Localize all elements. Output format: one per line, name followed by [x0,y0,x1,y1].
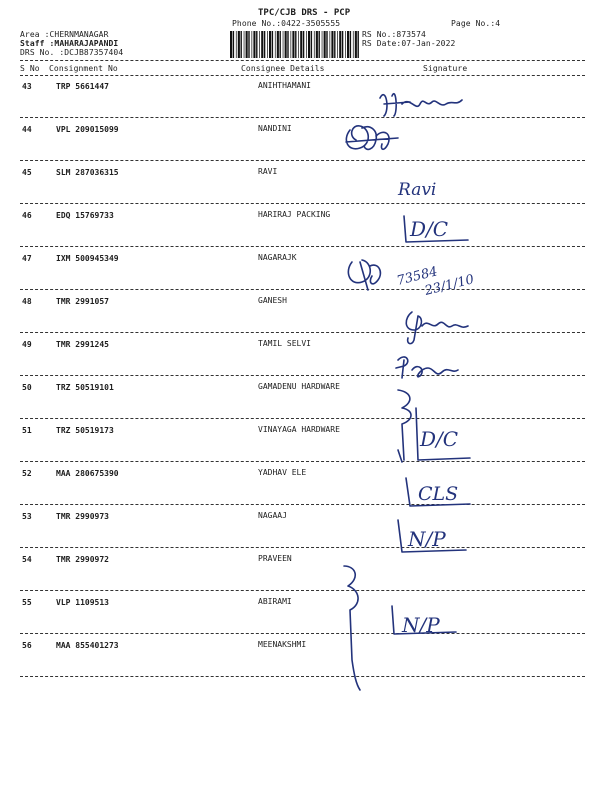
row-divider [20,289,585,290]
row-consignee: YADHAV ELE [258,468,307,477]
barcode-bar [272,31,273,58]
barcode-bar [252,31,253,58]
svg-text:N/P: N/P [408,527,446,551]
barcode-bar [353,31,354,58]
row-consignment-no: MAA 280675390 [56,469,119,478]
svg-text:D/C: D/C [420,427,459,451]
barcode-bar [300,31,302,58]
barcode-bar [230,31,232,58]
barcode-bar [253,31,255,58]
row-sno: 55 [22,598,32,607]
row-sno: 46 [22,211,32,220]
area-field: Area :CHERNMANAGAR [20,30,109,39]
row-divider [20,375,585,376]
barcode-bar [246,31,248,58]
row-consignment-no: VPL 209015099 [56,125,119,134]
row-sno: 54 [22,555,32,564]
row-sno: 44 [22,125,32,134]
row-divider [20,418,585,419]
row-sno: 52 [22,469,32,478]
barcode-bar [326,31,327,58]
signature-row-48 [406,312,468,344]
row-consignee: TAMIL SELVI [258,339,311,348]
barcode-bar [280,31,281,58]
row-consignment-no: SLM 287036315 [56,168,119,177]
barcode-bar [277,31,279,58]
row-divider [20,547,585,548]
row-divider [20,117,585,118]
phone-number: Phone No.:0422-3505555 [232,19,341,28]
barcode-bar [269,31,271,58]
barcode-bar [248,31,249,58]
row-consignment-no: TMR 2990973 [56,512,109,521]
row-consignee: GAMADENU HARDWARE [258,382,340,391]
header-divider-top [20,60,585,61]
barcode-bar [292,31,294,58]
svg-text:23/1/10: 23/1/10 [423,272,476,299]
barcode-bar [259,31,260,58]
rs-date: RS Date:07-Jan-2022 [362,39,456,48]
row-divider [20,203,585,204]
row-consignment-no: VLP 1109513 [56,598,109,607]
staff-field: Staff :MAHARAJAPANDI [20,39,119,48]
row-sno: 56 [22,641,32,650]
row-consignment-no: TRZ 50519173 [56,426,114,435]
signature-row-44 [346,126,398,150]
barcode-bar [287,31,288,58]
column-header-sno: S No [20,64,40,73]
row-sno: 49 [22,340,32,349]
barcode-bar [264,31,265,58]
barcode-bar [319,31,320,58]
row-consignment-no: TMR 2991245 [56,340,109,349]
row-consignee: ABIRAMI [258,597,292,606]
barcode-bar [306,31,307,58]
barcode-bar [350,31,351,58]
rs-number: RS No.:873574 [362,30,426,39]
signature-row-47 [348,260,475,299]
row-sno: 43 [22,82,32,91]
barcode-bar [238,31,240,58]
svg-text:D/C: D/C [410,217,449,241]
barcode-bar [298,31,299,58]
barcode-bar [324,31,326,58]
row-consignee: NANDINI [258,124,292,133]
row-divider [20,633,585,634]
column-header-consignment: Consignment No [49,64,118,73]
row-consignee: ANIHTHAMANI [258,81,311,90]
barcode-bar [291,31,292,58]
drs-number: DRS No. :DCJB87357404 [20,48,124,57]
barcode-bar [233,31,234,58]
row-consignee: PRAVEEN [258,554,292,563]
signature-row-46 [404,216,468,242]
barcode-bar [275,31,276,58]
barcode-bar [241,31,242,58]
row-consignment-no: TMR 2990972 [56,555,109,564]
barcode-bar [342,31,343,58]
barcode-bar [314,31,315,58]
signature-row-43 [380,94,462,116]
barcode-bar [267,31,268,58]
row-consignee: MEENAKSHMI [258,640,307,649]
row-sno: 50 [22,383,32,392]
row-consignee: NAGAAJ [258,511,287,520]
row-divider [20,676,585,677]
barcode-bar [322,31,323,58]
row-consignee: RAVI [258,167,278,176]
row-consignment-no: TRP 5661447 [56,82,109,91]
row-sno: 45 [22,168,32,177]
row-divider [20,590,585,591]
barcode-bar [283,31,284,58]
barcode-bar [261,31,263,58]
row-consignee: GANESH [258,296,287,305]
row-divider [20,461,585,462]
signature-row-52 [406,478,470,506]
signature-row-54-56 [344,566,360,690]
barcode-bar [308,31,310,58]
column-header-consignee: Consignee Details [241,64,325,73]
row-sno: 48 [22,297,32,306]
svg-text:N/P: N/P [402,613,440,637]
row-consignee: VINAYAGA HARDWARE [258,425,340,434]
barcode-bar [236,31,237,58]
row-consignment-no: EDQ 15769733 [56,211,114,220]
barcode-bar [285,31,287,58]
signature-row-45: Ravi [398,180,437,200]
barcode-bar [331,31,333,58]
row-sno: 53 [22,512,32,521]
signature-row-50-51 [398,390,470,462]
barcode-bar [295,31,296,58]
barcode-bar [311,31,312,58]
barcode-bar [303,31,304,58]
svg-text:73584: 73584 [395,264,440,289]
barcode-bar [256,31,257,58]
row-consignment-no: TRZ 50519101 [56,383,114,392]
row-divider [20,332,585,333]
barcode [230,31,362,58]
row-consignment-no: MAA 855401273 [56,641,119,650]
barcode-bar [316,31,318,58]
header-divider-bottom [20,75,585,76]
row-sno: 47 [22,254,32,263]
svg-text:CLS: CLS [418,483,459,505]
row-consignee: HARIRAJ PACKING [258,210,331,219]
barcode-bar [355,31,357,58]
row-divider [20,246,585,247]
row-divider [20,504,585,505]
barcode-bar [330,31,331,58]
row-consignment-no: TMR 2991057 [56,297,109,306]
barcode-bar [358,31,359,58]
row-consignment-no: IXM 500945349 [56,254,119,263]
row-sno: 51 [22,426,32,435]
barcode-bar [339,31,341,58]
barcode-bar [244,31,245,58]
barcode-bar [334,31,335,58]
page-number: Page No.:4 [451,19,501,28]
barcode-bar [337,31,338,58]
barcode-bar [347,31,349,58]
column-header-signature: Signature [423,64,468,73]
barcode-bar [345,31,346,58]
row-divider [20,160,585,161]
row-consignee: NAGARAJK [258,253,297,262]
document-title: TPC/CJB DRS - PCP [258,8,351,18]
